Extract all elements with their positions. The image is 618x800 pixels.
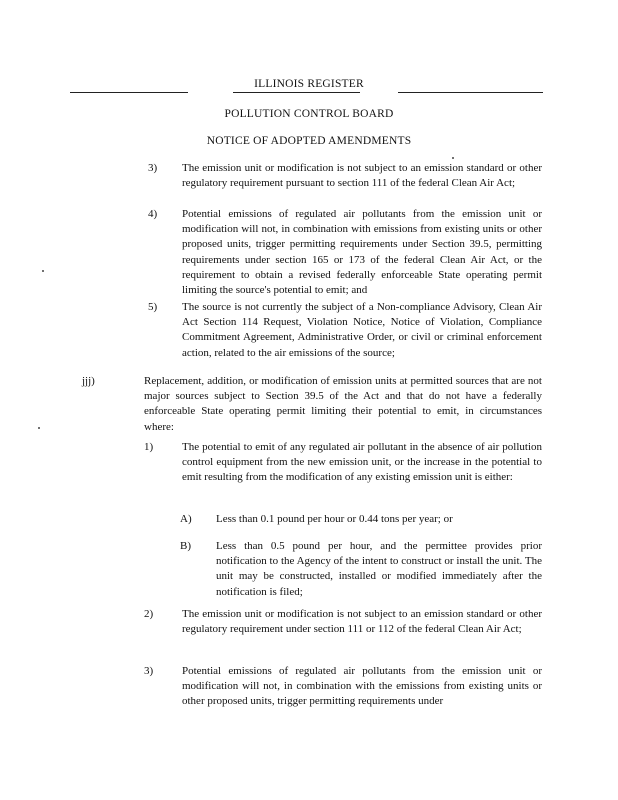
item-label: 3)	[148, 162, 158, 174]
item-text: The source is not currently the subject of a Non-compliance Advisory, Clean Air Act Section 114 Request, Violation Notice, Notice of Violation, Compliance Commitment Agreement, Administrative Order, or civil or criminal enforcement action, related to the air emissions of the source;	[182, 301, 542, 359]
item-text: Less than 0.5 pound per hour, and the permittee provides prior notification to the Agency of the intent to construct or install the unit. The unit may be constructed, installed or modified immediately after the notification is filed;	[216, 540, 542, 598]
item-text: The emission unit or modification is not subject to an emission standard or other regulatory requirement pursuant to section 111 of the federal Clean Air Act;	[182, 162, 542, 190]
header-rule-center	[233, 92, 360, 93]
scan-speck	[38, 427, 40, 429]
header-rule-right	[398, 92, 543, 93]
scan-speck	[452, 157, 454, 159]
item-text: The emission unit or modification is not subject to an emission standard or other regulatory requirement under section 111 or 112 of the federal Clean Air Act;	[182, 608, 542, 636]
item-text: Replacement, addition, or modification of emission units at permitted sources that are not major sources subject to Section 39.5 of the Act and that do not have a federally enforceable State operating permit limiting their potential to emit, in circumstances where:	[144, 375, 542, 433]
register-title: ILLINOIS REGISTER	[254, 78, 364, 90]
board-title: POLLUTION CONTROL BOARD	[224, 108, 394, 120]
item-label: 2)	[144, 608, 154, 620]
header-rule-left	[70, 92, 188, 93]
item-label: B)	[180, 540, 191, 552]
notice-title: NOTICE OF ADOPTED AMENDMENTS	[206, 135, 412, 147]
item-label: 3)	[144, 665, 154, 677]
item-label: A)	[180, 513, 192, 525]
item-label: 5)	[148, 301, 158, 313]
item-text: Less than 0.1 pound per hour or 0.44 tons per year; or	[216, 513, 453, 525]
scan-speck	[42, 270, 44, 272]
item-label: jjj)	[82, 375, 95, 387]
item-label: 4)	[148, 208, 158, 220]
item-label: 1)	[144, 441, 154, 453]
item-text: Potential emissions of regulated air pollutants from the emission unit or modification will not, in combination with the emissions from existing units or other proposed units, trigger permitting requirements under	[182, 665, 542, 708]
item-text: Potential emissions of regulated air pollutants from the emission unit or modification will not, in combination with emissions from existing units or other proposed units, trigger permitting requirements under Section 39.5, permitting requirements under section 165 or 173 of the federal Clean Air Act, or the requirement to obtain a revised federally enforceable State operating permit limiting the source's potential to emit; and	[182, 208, 542, 297]
item-text: The potential to emit of any regulated air pollutant in the absence of air pollution control equipment from the new emission unit, or the increase in the potential to emit resulting from the modification of any existing emission unit is either:	[182, 441, 542, 484]
